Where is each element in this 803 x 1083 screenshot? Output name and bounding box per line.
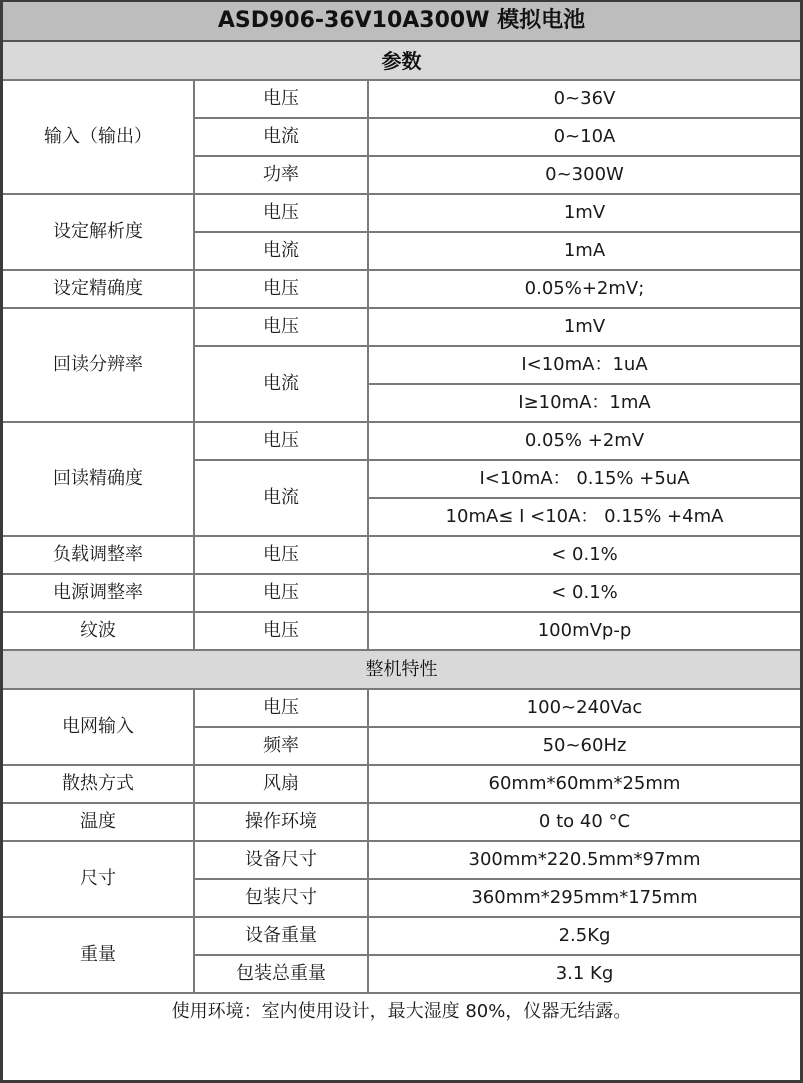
table-row	[3, 841, 800, 879]
table-row	[3, 194, 800, 232]
param-value: 10mA≤ I <10A： 0.15% +4mA	[368, 498, 800, 536]
param-value: 0.05% +2mV	[368, 422, 800, 460]
param-value: 0~300W	[368, 156, 800, 194]
table-row	[3, 689, 800, 727]
section-title: 整机特性	[3, 650, 800, 689]
row-label: 温度	[3, 803, 194, 841]
param-name: 电流	[194, 346, 368, 422]
table-row	[3, 270, 800, 308]
param-name: 电压	[194, 270, 368, 308]
row-label: 回读精确度	[3, 422, 194, 536]
param-name: 电压	[194, 536, 368, 574]
param-name: 频率	[194, 727, 368, 765]
param-value: 2.5Kg	[368, 917, 800, 955]
param-name: 功率	[194, 156, 368, 194]
row-label: 回读分辨率	[3, 308, 194, 422]
row-label: 输入（输出）	[3, 80, 194, 194]
row-label: 设定精确度	[3, 270, 194, 308]
param-name: 电压	[194, 422, 368, 460]
page-title: ASD906-36V10A300W 模拟电池	[3, 2, 800, 41]
param-value: 60mm*60mm*25mm	[368, 765, 800, 803]
param-value: 1mV	[368, 194, 800, 232]
section-title: 参数	[3, 41, 800, 80]
section-header-machine	[3, 650, 800, 689]
row-label: 重量	[3, 917, 194, 993]
param-name: 电压	[194, 308, 368, 346]
table-row	[3, 80, 800, 118]
param-name: 风扇	[194, 765, 368, 803]
spec-table	[3, 2, 800, 1030]
section-header-params	[3, 41, 800, 80]
param-value: I<10mA： 0.15% +5uA	[368, 460, 800, 498]
table-row	[3, 917, 800, 955]
row-label: 电源调整率	[3, 574, 194, 612]
title-row	[3, 2, 800, 41]
row-label: 设定解析度	[3, 194, 194, 270]
row-label: 纹波	[3, 612, 194, 650]
param-name: 操作环境	[194, 803, 368, 841]
param-value: < 0.1%	[368, 574, 800, 612]
row-label: 电网输入	[3, 689, 194, 765]
param-value: 360mm*295mm*175mm	[368, 879, 800, 917]
param-value: 0~36V	[368, 80, 800, 118]
param-name: 包装尺寸	[194, 879, 368, 917]
param-name: 电压	[194, 80, 368, 118]
param-name: 电流	[194, 460, 368, 536]
table-row	[3, 612, 800, 650]
row-label: 散热方式	[3, 765, 194, 803]
footer-row	[3, 993, 800, 1030]
param-value: 3.1 Kg	[368, 955, 800, 993]
param-name: 设备重量	[194, 917, 368, 955]
param-name: 电压	[194, 574, 368, 612]
table-row	[3, 422, 800, 460]
table-row	[3, 803, 800, 841]
row-label: 尺寸	[3, 841, 194, 917]
param-name: 设备尺寸	[194, 841, 368, 879]
table-row	[3, 574, 800, 612]
param-value: 0 to 40 °C	[368, 803, 800, 841]
param-value: < 0.1%	[368, 536, 800, 574]
table-row	[3, 308, 800, 346]
param-name: 电压	[194, 689, 368, 727]
param-value: 100~240Vac	[368, 689, 800, 727]
param-value: 0~10A	[368, 118, 800, 156]
table-row	[3, 765, 800, 803]
param-value: 0.05%+2mV;	[368, 270, 800, 308]
param-name: 电压	[194, 194, 368, 232]
param-value: 1mA	[368, 232, 800, 270]
param-name: 电流	[194, 232, 368, 270]
footer-note: 使用环境：室内使用设计，最大湿度 80%，仪器无结露。	[3, 993, 800, 1030]
param-value: 100mVp-p	[368, 612, 800, 650]
param-value: 50~60Hz	[368, 727, 800, 765]
row-label: 负载调整率	[3, 536, 194, 574]
param-name: 电流	[194, 118, 368, 156]
param-value: I<10mA：1uA	[368, 346, 800, 384]
param-value: I≥10mA：1mA	[368, 384, 800, 422]
param-name: 电压	[194, 612, 368, 650]
table-row	[3, 536, 800, 574]
param-value: 1mV	[368, 308, 800, 346]
param-value: 300mm*220.5mm*97mm	[368, 841, 800, 879]
param-name: 包装总重量	[194, 955, 368, 993]
